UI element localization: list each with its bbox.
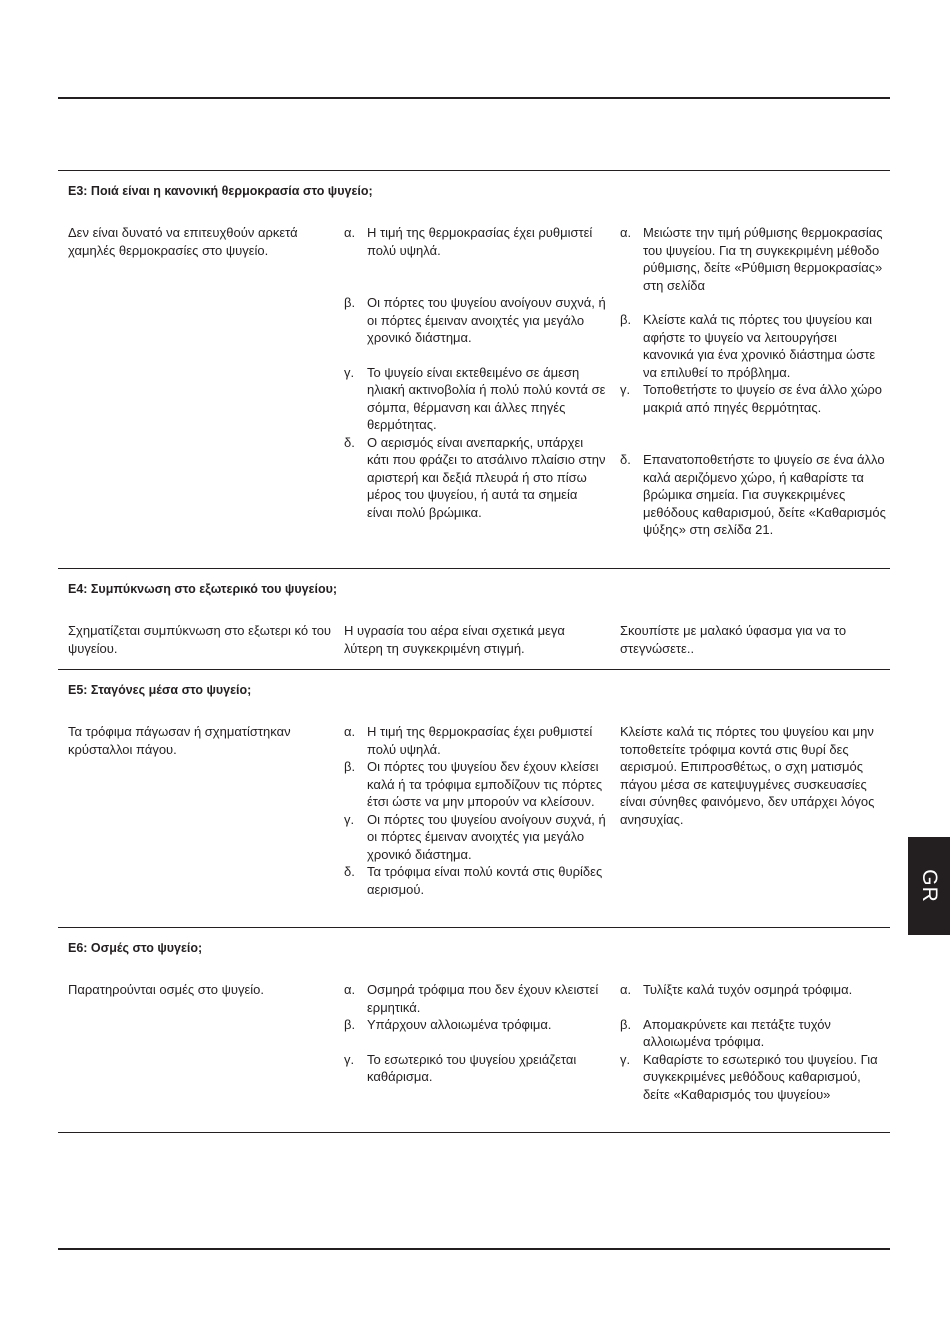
cause-item — [344, 723, 606, 758]
problem-text: Σχηματίζεται συμπύκνωση στο εξωτερι κό του ψυγείου. — [68, 623, 332, 656]
cause-item — [344, 224, 606, 259]
item-text: Μειώστε την τιμή ρύθμισης θερμοκρασίας του ψυγείου. Για τη συγκεκριμένη μέθοδο ρύθμισης, δείτε «Ρύθμιση θερμοκρασίας» στη σελίδα — [643, 225, 883, 293]
solution-item — [620, 1016, 890, 1051]
item-text: Η τιμή της θερμοκρασίας έχει ρυθμιστεί πολύ υψηλά. — [367, 225, 593, 258]
item-marker: α. — [344, 724, 356, 739]
language-tab — [908, 837, 950, 935]
problem-text: Τα τρόφιμα πάγωσαν ή σχηματίστηκαν κρύσταλλοι πάγου. — [68, 724, 291, 757]
problem-text: Δεν είναι δυνατό να επιτευχθούν αρκετά χαμηλές θερμοκρασίες στο ψυγείο. — [68, 225, 298, 258]
item-text: Κλείστε καλά τις πόρτες του ψυγείου και αφήστε το ψυγείο να λειτουργήσει κανονικά για ένα χρονικό διάστημα ώστε να επιλυθεί το πρόβλημα. — [643, 312, 876, 380]
item-marker: δ. — [344, 434, 355, 450]
solution-item — [620, 451, 890, 539]
solutions-column — [620, 981, 890, 1103]
item-marker: γ. — [344, 1051, 355, 1067]
solution-item — [620, 224, 890, 294]
item-marker: α. — [620, 225, 632, 240]
item-marker: β. — [344, 295, 356, 310]
cause-item — [344, 294, 606, 347]
cause-item — [344, 811, 606, 864]
item-text: Οι πόρτες του ψυγείου ανοίγουν συχνά, ή οι πόρτες έμειναν ανοιχτές για μεγάλο χρονικό διάστημα. — [367, 295, 606, 345]
top-rule — [58, 97, 890, 99]
causes-column — [344, 224, 606, 521]
section-heading: E4: Συμπύκνωση στο εξωτερικό του ψυγείου; — [68, 582, 338, 596]
item-marker: α. — [620, 982, 632, 997]
section-e3 — [58, 171, 890, 568]
item-text: Καθαρίστε το εσωτερικό του ψυγείου. Για συγκεκριμένες μεθόδους καθαρισμού, δείτε «Καθαρισμός του ψυγείου» — [643, 1051, 878, 1102]
item-text: Ο αερισμός είναι ανεπαρκής, υπάρχει κάτι που φράζει το ατσάλινο πλαίσιο στην αριστερή και δεξιά πλευρά ή στο πίσω μέρος του ψυγείου, ή αυτά τα σημεία είναι πολύ βρώμικα. — [367, 434, 606, 520]
item-marker: β. — [620, 312, 632, 327]
cause-item — [344, 863, 606, 898]
item-text: Απομακρύνετε και πετάξτε τυχόν αλλοιωμένα τρόφιμα. — [643, 1016, 831, 1049]
cause-item — [344, 981, 606, 1016]
problem-text: Παρατηρούνται οσμές στο ψυγείο. — [68, 982, 265, 997]
item-marker: γ. — [620, 382, 631, 397]
item-marker: β. — [344, 1017, 356, 1032]
item-text: Το εσωτερικό του ψυγείου χρειάζεται καθάρισμα. — [367, 1051, 577, 1084]
cause-item — [344, 758, 606, 811]
section-e6 — [58, 928, 890, 1132]
cause-item — [344, 1016, 606, 1034]
item-text: Η τιμή της θερμοκρασίας έχει ρυθμιστεί πολύ υψηλά. — [367, 724, 593, 757]
item-text: Επανατοποθετήστε το ψυγείο σε ένα άλλο καλά αεριζόμενο χώρο, ή καθαρίστε τα βρώμικα σημεία. Για συγκεκριμένες μεθόδους καθαρισμού, δείτε «Καθαρισμός ψύξης» στη σελίδα 21. — [643, 452, 886, 537]
solution-item — [620, 381, 890, 416]
section-heading: E5: Σταγόνες μέσα στο ψυγείο; — [68, 683, 252, 697]
section-heading: E6: Οσμές στο ψυγείο; — [68, 941, 203, 955]
cause-text: Η υγρασία του αέρα είναι σχετικά μεγα λύτερη τη συγκεκριμένη στιγμή. — [344, 623, 565, 656]
item-marker: α. — [344, 982, 356, 997]
solution-item — [620, 311, 890, 381]
item-text: Οι πόρτες του ψυγείου ανοίγουν συχνά, ή οι πόρτες έμειναν ανοιχτές για μεγάλο χρονικό διάστημα. — [367, 811, 606, 862]
item-marker: γ. — [344, 364, 355, 380]
item-marker: α. — [344, 225, 356, 240]
item-marker: δ. — [620, 452, 631, 467]
table-bottom-rule — [58, 1132, 890, 1133]
solution-text: Κλείστε καλά τις πόρτες του ψυγείου και μην τοποθετείτε τρόφιμα κοντά στις θυρί δες αερισμού. Επιπροσθέτως, ο σχη ματισμός πάγου μέσα σε κατεψυγμένες συσκευασίες είναι σύνηθες φαινόμενο, δεν υπάρχει λόγος ανησυχίας. — [620, 724, 875, 827]
cause-item — [344, 1051, 606, 1086]
item-text: Υπάρχουν αλλοιωμένα τρόφιμα. — [367, 1017, 552, 1032]
section-e4 — [58, 569, 890, 669]
bottom-rule — [58, 1248, 890, 1250]
section-heading: E3: Ποιά είναι η κανονική θερμοκρασία στο ψυγείο; — [68, 184, 373, 198]
item-text: Οι πόρτες του ψυγείου δεν έχουν κλείσει καλά ή τα τρόφιμα εμποδίζουν τις πόρτες έτσι ώστε να μην μπορούν να κλείσουν. — [367, 759, 603, 809]
causes-column — [344, 723, 606, 898]
section-e5 — [58, 670, 890, 927]
language-tab-label: GR — [918, 869, 941, 903]
solution-item — [620, 981, 890, 999]
solution-item — [620, 1051, 890, 1104]
cause-item — [344, 434, 606, 522]
item-marker: γ. — [344, 811, 355, 827]
item-marker: β. — [620, 1016, 632, 1032]
item-text: Τοποθετήστε το ψυγείο σε ένα άλλο χώρο μακριά από πηγές θερμότητας. — [643, 382, 882, 415]
item-text: Τα τρόφιμα είναι πολύ κοντά στις θυρίδες αερισμού. — [367, 864, 603, 897]
item-text: Οσμηρά τρόφιμα που δεν έχουν κλειστεί ερμητικά. — [367, 982, 599, 1015]
causes-column — [344, 981, 606, 1086]
solution-text: Σκουπίστε με μαλακό ύφασμα για να το στεγνώσετε.. — [620, 623, 847, 656]
item-text: Το ψυγείο είναι εκτεθειμένο σε άμεση ηλιακή ακτινοβολία ή πολύ πολύ κοντά σε σόμπα, θέρμανση και άλλες πηγές θερμότητας. — [367, 364, 606, 432]
solutions-column — [620, 224, 890, 539]
item-marker: γ. — [620, 1051, 631, 1067]
cause-item — [344, 364, 606, 434]
item-marker: δ. — [344, 864, 355, 879]
item-text: Τυλίξτε καλά τυχόν οσμηρά τρόφιμα. — [643, 982, 853, 997]
item-marker: β. — [344, 759, 356, 774]
